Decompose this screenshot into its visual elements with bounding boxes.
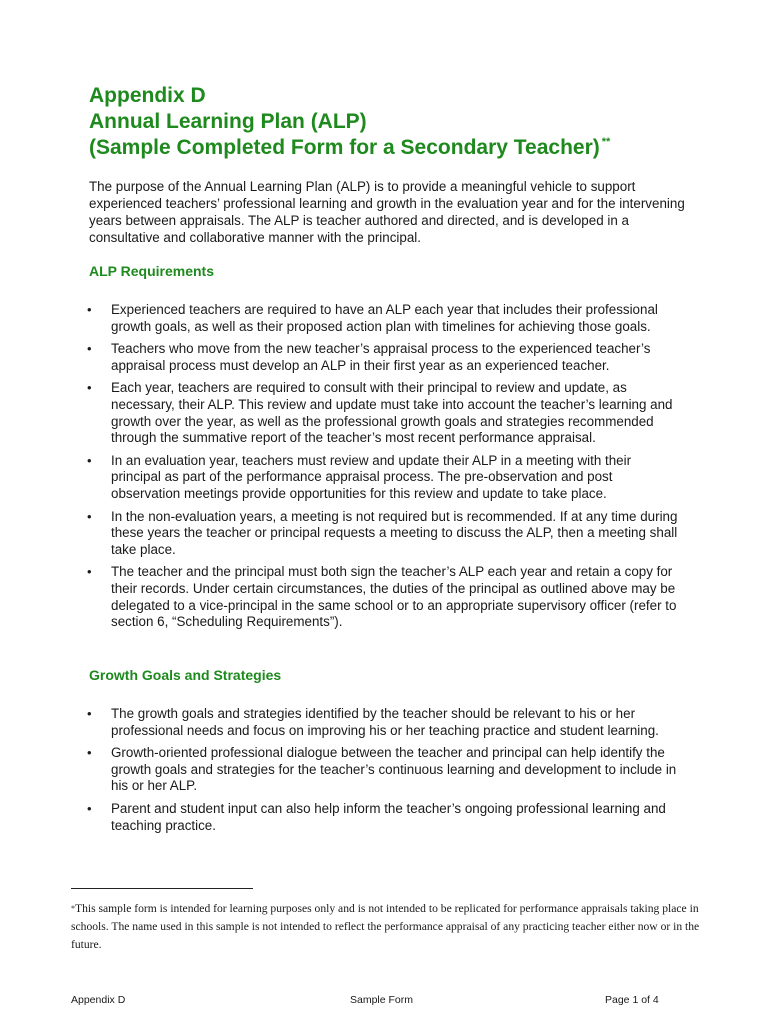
alp-requirements-list (0, 302, 770, 637)
footnote-text: This sample form is intended for learning purposes only and is not intended to be replicated for performance appraisals taking place in schools. The name used in this sample is not intended to reflect the performance appraisal of any practicing teacher either now or in the future. (71, 902, 700, 951)
footer-page-number: Page 1 of 4 (605, 994, 659, 1006)
list-item-text: Growth-oriented professional dialogue between the teacher and principal can help identify the growth goals and strategies for the teacher’s continuous learning and development to include in his or her ALP. (111, 745, 677, 794)
list-item-text: Experienced teachers are required to have an ALP each year that includes their professional growth goals, as well as their proposed action plan with timelines for achieving those goals. (111, 302, 658, 334)
bullet-icon: • (87, 800, 92, 816)
list-item-text: The growth goals and strategies identified by the teacher should be relevant to his or her professional needs and focus on improving his or her teaching practice and student learning. (111, 706, 659, 738)
bullet-icon: • (87, 341, 92, 357)
list-item (0, 509, 679, 559)
list-item-text: The teacher and the principal must both sign the teacher’s ALP each year and retain a copy for their records. Under certain circumstances, the duties of the principal as outlined above may be delegated to a vice-principal in the same school or to an appropriate supervisory officer (refer to section 6, “Scheduling Requirements”). (111, 564, 677, 630)
list-item-text: In the non-evaluation years, a meeting is not required but is recommended. If at any time during these years the teacher or principal requests a meeting to discuss the ALP, then a meeting shall take place. (111, 508, 678, 557)
list-item (0, 801, 679, 834)
section-heading-alp-requirements: ALP Requirements (89, 263, 214, 279)
bullet-icon: • (87, 745, 92, 761)
list-item (0, 706, 679, 739)
footnote (71, 900, 701, 954)
bullet-icon: • (87, 564, 92, 580)
list-item (0, 745, 679, 795)
list-item (0, 302, 679, 335)
bullet-icon: • (87, 508, 92, 524)
list-item-text: Teachers who move from the new teacher’s appraisal process to the experienced teacher’s appraisal process must develop an ALP in their first year as an experienced teacher. (111, 341, 651, 373)
section-heading-growth-goals: Growth Goals and Strategies (89, 667, 282, 683)
list-item-text: In an evaluation year, teachers must review and update their ALP in a meeting with their principal as part of the performance appraisal process. The pre-observation and post observation meetings provide opportunities for this review and update to take place. (111, 452, 632, 501)
list-item (0, 341, 679, 374)
title-line-1: Appendix D (89, 84, 206, 107)
bullet-icon: • (87, 706, 92, 721)
bullet-icon: • (87, 452, 92, 468)
page-title (89, 83, 729, 161)
footer-center: Sample Form (350, 994, 414, 1006)
footnote-divider (71, 888, 253, 889)
title-footnote-mark: ** (601, 136, 611, 148)
footer-left: Appendix D (71, 994, 126, 1006)
bullet-icon: • (87, 302, 92, 317)
footnote-mark: * (71, 904, 75, 913)
list-item-text: Parent and student input can also help inform the teacher’s ongoing professional learning and teaching practice. (111, 800, 666, 833)
title-line-3: (Sample Completed Form for a Secondary Teacher) (89, 136, 600, 159)
list-item (0, 380, 679, 446)
bullet-icon: • (87, 380, 92, 396)
title-line-2: Annual Learning Plan (ALP) (89, 110, 367, 133)
list-item (0, 564, 679, 630)
list-item (0, 453, 679, 503)
intro-paragraph: The purpose of the Annual Learning Plan (ALP) is to provide a meaningful vehicle to support experienced teachers’ professional learning and growth in the evaluation year and for the intervening years between appraisals. The ALP is teacher authored and directed, and is developed in a consultative and collaborative manner with the principal. (89, 179, 685, 245)
growth-goals-list (0, 706, 770, 840)
list-item-text: Each year, teachers are required to consult with their principal to review and update, as necessary, their ALP. This review and update must take into account the teacher’s learning and growth over the year, as well as the professional growth goals and strategies recommended through the summative report of the teacher’s most recent performance appraisal. (111, 380, 673, 446)
